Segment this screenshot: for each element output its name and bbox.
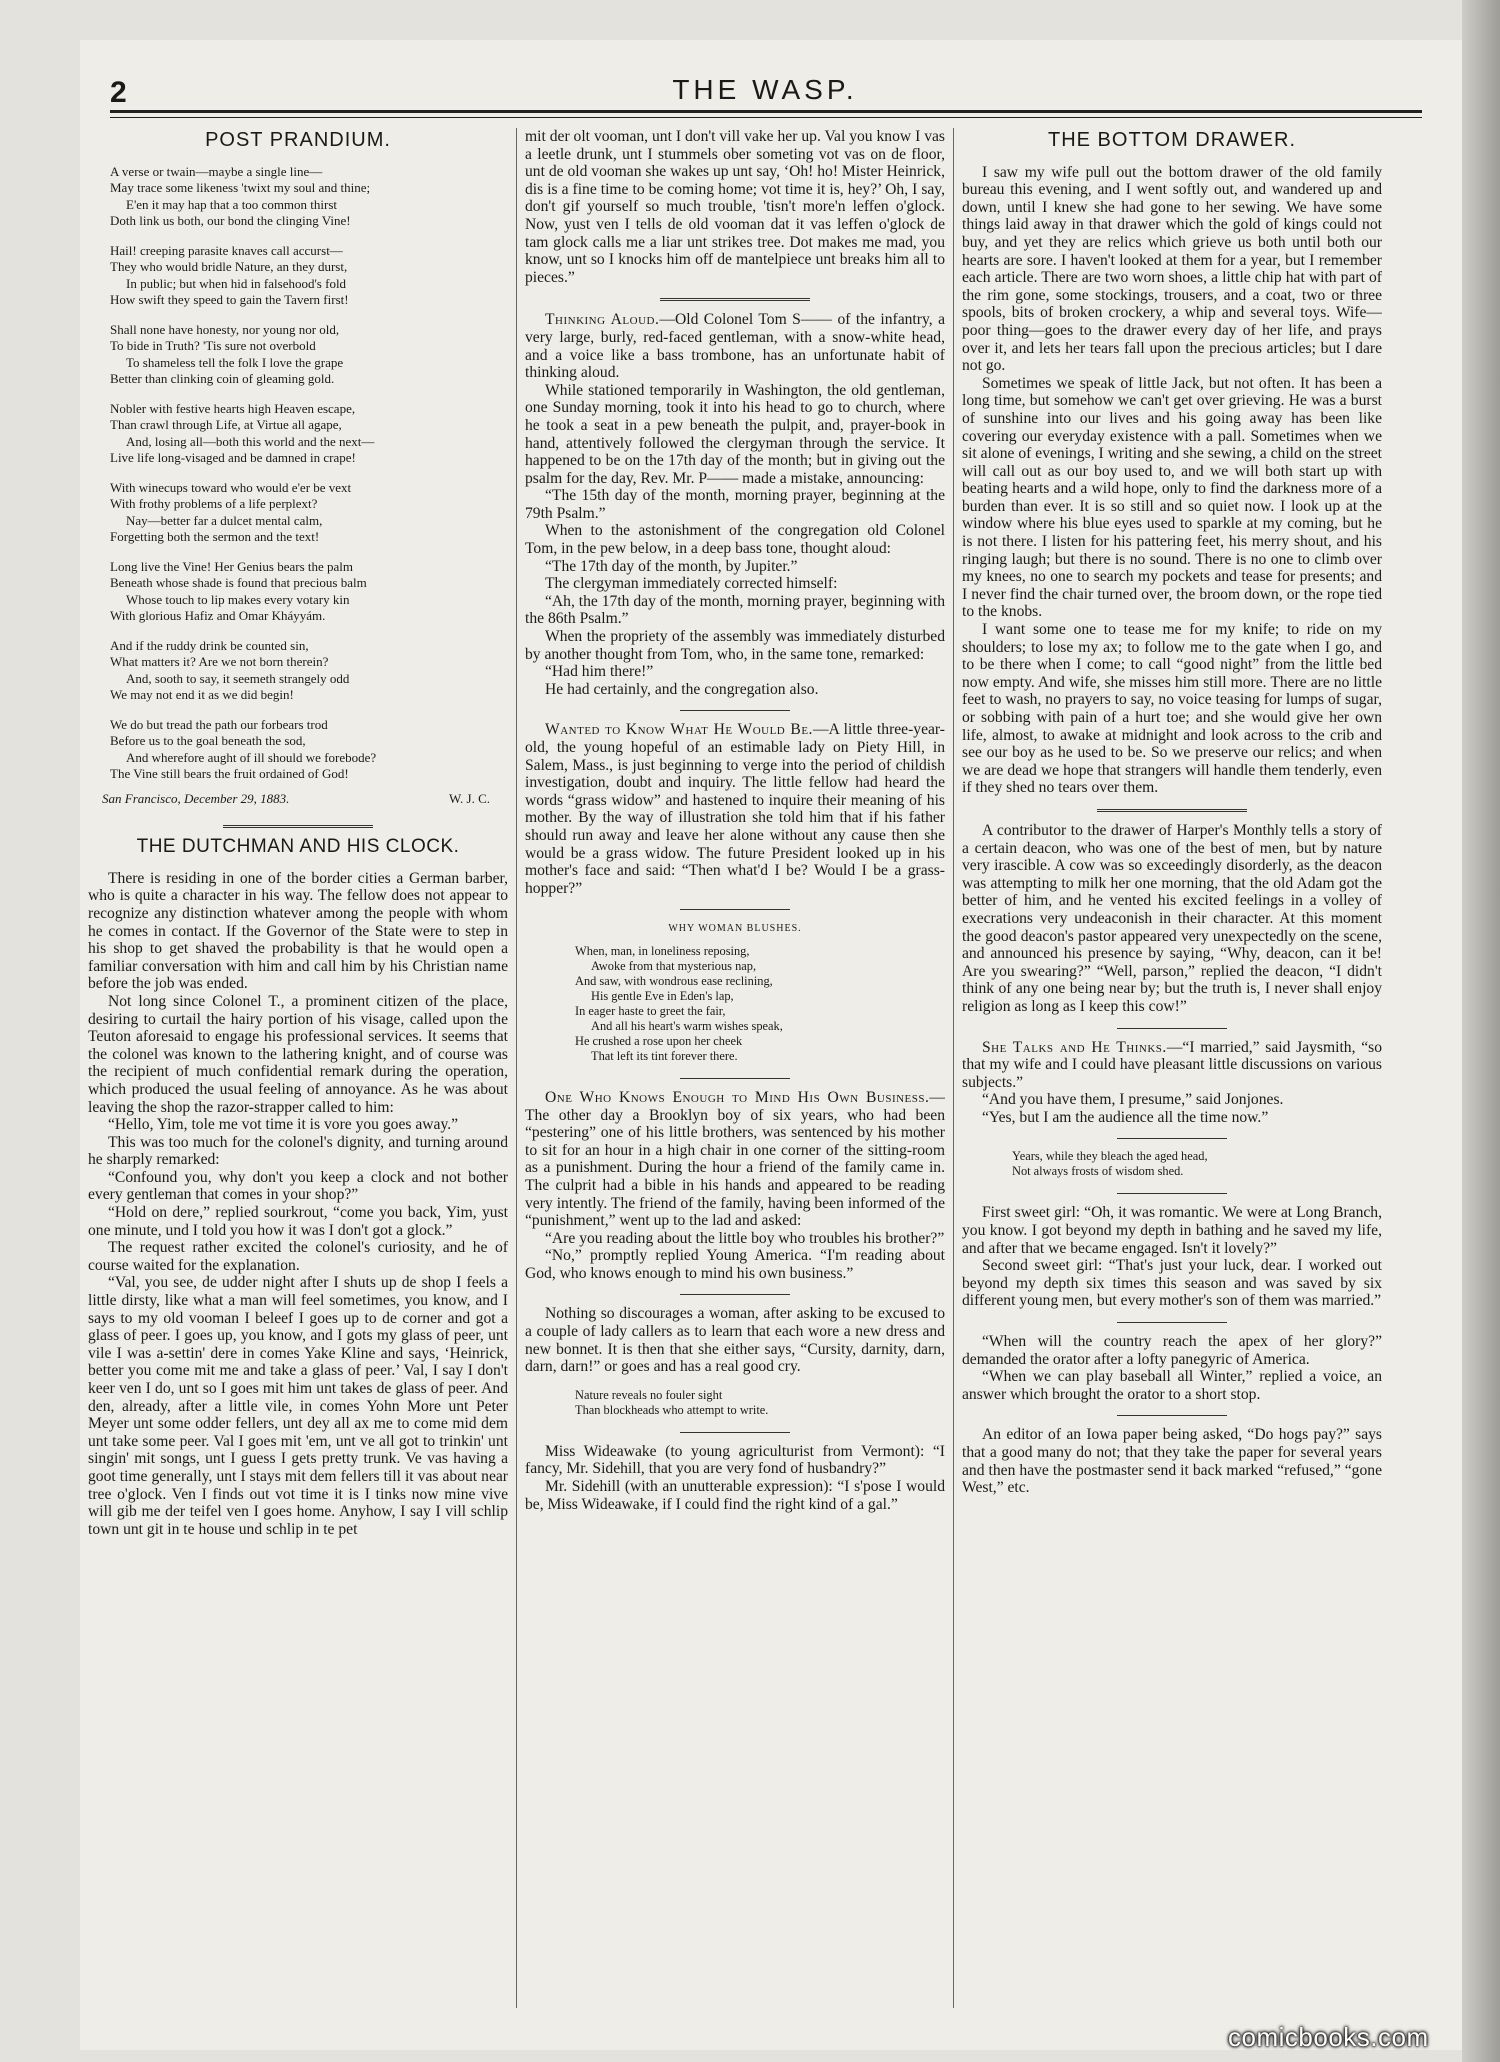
poem-line: Years, while they bleach the aged head,: [1012, 1149, 1208, 1164]
poem-line: The Vine still bears the fruit ordained of God!: [110, 766, 349, 782]
story-paragraph: Mr. Sidehill (with an unutterable expression): “I s'pose I would be, Miss Wideawake, if I could find the right kind of a gal.”: [525, 1478, 945, 1513]
blushes-poem: [575, 944, 945, 1064]
section-divider: [680, 1078, 790, 1079]
story-paragraph: “Hold on dere,” replied sourkrout, “come you back, Yim, yust one minute, und I told you how it was I don't got a glock.”: [88, 1204, 508, 1239]
post-prandium-poem: [110, 164, 508, 783]
story-paragraph: “The 15th day of the month, morning prayer, beginning at the 79th Psalm.”: [525, 487, 945, 522]
poem-signature: [102, 790, 490, 808]
section-divider: [1117, 1322, 1227, 1323]
poem-line: What matters it? Are we not born therein?: [110, 654, 329, 670]
story-paragraph: “Ah, the 17th day of the month, morning prayer, beginning with the 86th Psalm.”: [525, 592, 945, 628]
story-paragraph: “Are you reading about the little boy who troubles his brother?”: [545, 1229, 945, 1247]
thinking-text: —Old Colonel Tom S—— of the infantry, a very large, burly, red-faced gentleman, with a snow-white head, and a voice like a bass trombone, has an unfortunate habit of thinking aloud.: [525, 311, 945, 382]
thinking-aloud-story: [525, 311, 945, 698]
poem-line: With glorious Hafiz and Omar Kháyyám.: [110, 608, 326, 624]
poem-line: To shameless tell the folk I love the grape: [126, 354, 344, 370]
poem-author: W. J. C.: [448, 790, 490, 806]
story-paragraph: “When we can play baseball all Winter,” replied a voice, an answer which brought the orator to a short stop.: [962, 1368, 1382, 1403]
poem-line: His gentle Eve in Eden's lap,: [591, 988, 734, 1003]
wideawake-story: [525, 1443, 945, 1513]
poem-line: Shall none have honesty, nor young nor old,: [110, 321, 340, 337]
section-divider: [680, 909, 790, 910]
poem-line: In public; but when hid in falsehood's fold: [126, 275, 347, 291]
poem-line: E'en it may hap that a too common thirst: [126, 196, 338, 212]
poem-line: Better than clinking coin of gleaming gold.: [110, 371, 335, 387]
story-paragraph: “And you have them, I presume,” said Jonjones.: [982, 1091, 1284, 1109]
poem-line: When, man, in loneliness reposing,: [575, 943, 750, 958]
poem-line: Long live the Vine! Her Genius bears the palm: [110, 558, 354, 574]
one-who-text: —The other day a Brooklyn boy of six years, who had been “pestering” one of his little brothers, was sentenced by his mother to sit for an hour in a high chair in one corner of the sitting-room as a punishment. During the hour a friend of the family came in. The culprit had a bible in his hands and appeared to be reading very intently. The friend of the family, having been informed of the “punishment,” went up to the lad and asked:: [525, 1088, 945, 1230]
dutchman-continuation: mit der olt vooman, unt I don't vill vake her up. Val you know I vas a leetle drunk, unt I stummels ober someting vot vas on de floor, unt de old vooman she wakes up unt say, ‘Oh! ho! Mister Heinrick, dis is a fine time to be coming home; vot time it is, hey?’ Oh, I say, don't gif yourself so much trouble, 'tisn't more'n leffen o'glock. Now, yust ven I tells de old vooman dat it vas leffen o'glock de tam glock calls me a liar unt strikes tree. Dot makes me mad, you know, unt so I knocks him off de mantelpiece unt breaks him all to pieces.”: [525, 128, 945, 286]
section-divider: [1097, 809, 1247, 812]
poem-line: And, sooth to say, it seemeth strangely odd: [126, 670, 350, 686]
orator-story: [962, 1333, 1382, 1403]
poem-stanza: [110, 638, 508, 704]
section-divider: [1117, 1028, 1227, 1029]
section-divider: [1117, 1138, 1227, 1139]
poem-line: Not always frosts of wisdom shed.: [1012, 1164, 1184, 1179]
poem-line: And, losing all—both this world and the next—: [126, 433, 375, 449]
she-talks-lead: She Talks and He Thinks.: [982, 1038, 1167, 1056]
section-divider: [680, 710, 790, 711]
paper-title: THE WASP.: [672, 74, 858, 105]
dutchman-story: [88, 870, 508, 1539]
story-paragraph: “Confound you, why don't you keep a clock and not bother every gentleman that comes in your shop?”: [88, 1168, 508, 1204]
poem-line: He crushed a rose upon her cheek: [575, 1033, 743, 1048]
story-paragraph: While stationed temporarily in Washington, the old gentleman, one Sunday morning, took it into his head to go to church, where he took a seat in a pew beneath the pulpit, and, prayer-book in hand, attentively followed the clergyman through the service. It happened to be on the 17th day of the month; but in giving out the psalm for the day, Rev. Mr. P—— made a mistake, announcing:: [525, 381, 945, 487]
story-paragraph: “The 17th day of the month, by Jupiter.”: [545, 557, 798, 575]
deacon-story: A contributor to the drawer of Harper's Monthly tells a story of a certain deacon, who was one of the best of men, but by nature very irascible. A cow was so exceedingly disorderly, as the deacon was attempting to milk her one morning, that the old Adam got the better of him, and he vented his excited feelings in a volley of execrations very undeaconish in their character. At this moment the good deacon's pastor appeared very unexpectedly on the scene, and announced his presence by saying, “Why, deacon, can it be! Are you swearing?” “Well, parson,” replied the deacon, “I didn't think of any one being near by; but the truth is, I never shall enjoy religion as long as I keep this cow!”: [962, 821, 1382, 1015]
story-paragraph: This was too much for the colonel's dignity, and turning around he sharply remarked:: [88, 1133, 508, 1169]
poem-line: Nobler with festive hearts high Heaven escape,: [110, 400, 356, 416]
nature-couplet: [575, 1388, 945, 1418]
story-paragraph: When the propriety of the assembly was immediately disturbed by another thought from Tom, who, in the same tone, remarked:: [525, 628, 945, 663]
story-paragraph: Miss Wideawake (to young agriculturist from Vermont): “I fancy, Mr. Sidehill, that you are very fond of husbandry?”: [525, 1442, 945, 1478]
bottom-drawer-title: THE BOTTOM DRAWER.: [1048, 129, 1296, 151]
poem-line: Before us to the goal beneath the sod,: [110, 733, 306, 749]
iowa-editor-story: An editor of an Iowa paper being asked, “Do hogs pay?” says that a good many do not; that they take the paper for several years and then have the postmaster send it back marked “refused,” “gone West,” etc.: [962, 1426, 1382, 1497]
masthead: [110, 68, 1420, 128]
column-3: [962, 128, 1382, 2008]
poem-stanza: [110, 164, 508, 230]
poem-line: Whose touch to lip makes every votary kin: [126, 591, 350, 607]
story-paragraph: “No,” promptly replied Young America. “I'm reading about God, who knows enough to mind his own business.”: [525, 1247, 945, 1282]
poem-stanza: [110, 717, 508, 783]
poem-line: They who would bridle Nature, an they durst,: [110, 259, 348, 275]
poem-line: And saw, with wondrous ease reclining,: [575, 973, 773, 988]
story-paragraph: I want some one to tease me for my knife; to ride on my shoulders; to lose my ax; to follow me to the gate when I go, and to be there when I come; to call “good night” from the little bed now empty. And wife, she misses him still more. There are no little feet to wash, no prayers to say, no voice teasing for lumps of sugar, or sobbing with pain of a hurt toe; and she would give her own life, almost, to awake at midnight and look across to the crib and see our boy as he used to be. So we preserve our relics; and when we are dead we hope that strangers will handle them tenderly, even if they shed no tears over them.: [962, 621, 1382, 797]
poem-line: A verse or twain—maybe a single line—: [110, 163, 323, 179]
sweet-girls-story: [962, 1204, 1382, 1310]
poem-line: And if the ruddy drink be counted sin,: [110, 637, 309, 653]
poem-line: Live life long-visaged and be damned in crape!: [110, 450, 356, 466]
post-prandium-title: POST PRANDIUM.: [205, 129, 391, 151]
story-paragraph: First sweet girl: “Oh, it was romantic. We were at Long Branch, you know. I got beyond my depth in bathing and he saved my life, and after that we became engaged. Isn't it lovely?”: [962, 1204, 1382, 1257]
story-paragraph: He had certainly, and the congregation also.: [545, 680, 819, 698]
section-divider: [1117, 1193, 1227, 1194]
column-1: [88, 128, 508, 2008]
story-paragraph: “When will the country reach the apex of her glory?” demanded the orator after a lofty panegyric of America.: [962, 1333, 1382, 1368]
poem-line: That left its tint forever there.: [591, 1048, 738, 1063]
newspaper-page: [80, 40, 1480, 2050]
poem-line: Doth link us both, our bond the clinging Vine!: [110, 213, 351, 229]
poem-line: May trace some likeness 'twixt my soul and thine;: [110, 180, 371, 196]
story-paragraph: Not long since Colonel T., a prominent citizen of the place, desiring to curtail the hairy portion of his visage, called upon the Teuton aforesaid to engage his professional services. It seems that the colonel was known to the lathering knight, and of course was the recipient of much confidential remark during the operation, which produced the usual feeling of annoyance. As he was about leaving the shop the razor-strapper called to him:: [88, 992, 508, 1116]
story-paragraph: Sometimes we speak of little Jack, but not often. It has been a long time, but somehow we can't get over grieving. He was a burst of sunshine into our lives and his going away has been like covering our everyday existence with a pall. Sometimes when we sit alone of evenings, I writing and she sewing, a child on the street will call out as our boy used to, and we will both start up with beating hearts and a wild hope, only to find the darkness more of a burden than ever. It is so still and so quiet now. I look up at the window where his blue eyes used to sparkle at my coming, but he is not there. I listen for his pattering feet, his merry shout, and his ringing laugh; but there is no sound. There is no one to climb over my knees, no one to search my pockets and tease for presents; and I never find the chair turned over, the broom down, or the rope tied to the knobs.: [962, 374, 1382, 621]
wanted-text: —A little three-year-old, the young hopeful of an estimable lady on Piety Hill, in Salem, Mass., is just beginning to verge into the period of childish investigation, doubt and inquiry. The little fellow had heard the words “grass widow” and hastened to inquire their meaning of his mother. By the way of illustration she told him that if his father should run away and leave her alone without any cause then she would be a grass widow. The future President looked up in his mother's face and said: “Then what'd I be? Would I be a grass-hopper?”: [525, 721, 945, 897]
poem-line: How swift they speed to gain the Tavern first!: [110, 292, 349, 308]
she-talks-text: —“I married,” said Jaysmith, “so that my wife and I could have pleasant little discussions on various subjects.”: [962, 1038, 1382, 1091]
story-paragraph: The clergyman immediately corrected himself:: [545, 575, 838, 593]
poem-line: Than crawl through Life, at Virtue all agape,: [110, 417, 342, 433]
section-divider: [223, 825, 373, 828]
poem-line: Than blockheads who attempt to write.: [575, 1402, 769, 1417]
wanted-to-know-story: [525, 721, 945, 897]
poem-line: Nature reveals no fouler sight: [575, 1387, 723, 1402]
poem-stanza: [110, 480, 508, 546]
poem-line: We may not end it as we did begin!: [110, 687, 294, 703]
story-paragraph: The request rather excited the colonel's curiosity, and he of course waited for the explanation.: [88, 1239, 508, 1274]
thinking-aloud-lead: Thinking Aloud.: [545, 311, 660, 329]
poem-line: With frothy problems of a life perplext?: [110, 496, 318, 512]
story-paragraph: “Had him there!”: [545, 663, 654, 681]
section-divider: [660, 298, 810, 301]
poem-stanza: [110, 401, 508, 467]
years-couplet: [1012, 1149, 1382, 1179]
bottom-drawer-story: [962, 164, 1382, 797]
poem-line: Forgetting both the sermon and the text!: [110, 529, 320, 545]
poem-stanza: [110, 322, 508, 388]
column-divider: [516, 128, 517, 2008]
column-divider: [953, 128, 954, 2008]
poem-line: To bide in Truth? 'Tis sure not overbold: [110, 338, 316, 354]
one-who-knows-story: [525, 1089, 945, 1283]
story-paragraph: “Val, you see, de udder night after I shuts up de shop I feels a little dirsty, like what a man will feel sometimes, you know, and I says to my old vooman I beleef I goes up to de corner and got a glass of peer. I goes up, you know, and I gots my glass of peer, unt vile I was a-settin' dere in comes Yake Kline and says, ‘Heinrick, better you come mit me and take a glass of peer.’ Val, I say I don't keer ven I do, unt so I goes mit him unt takes de glass of peer. And den, already, after a little vile, in comes Yohn More unt Peter Meyer unt some odder fellers, unt dey all ax me to come mid dem unt take some peer. Val I goes mit 'em, unt ve all got to trinkin' unt singin' mit songs, unt I guess I gets pretty trunk. Ve vas having a goot time generally, unt I stays mit dem fellers till it vas about near tree o'glock. Ven I finds out vot time it is I tinks now mine vive will gib me der teifel ven I goes home. Anyhow, I say I vill schlip town unt git in te house und schlip in te pet: [88, 1274, 508, 1538]
section-divider: [680, 1432, 790, 1433]
poem-line: Hail! creeping parasite knaves call accurst—: [110, 242, 343, 258]
wanted-lead: Wanted to Know What He Would Be.: [545, 721, 813, 739]
page-edge-shadow: [1462, 0, 1500, 2062]
one-who-lead: One Who Knows Enough to Mind His Own Business.: [545, 1088, 930, 1106]
poem-line: And wherefore aught of ill should we forebode?: [126, 749, 377, 765]
poem-line: Awoke from that mysterious nap,: [591, 958, 757, 973]
poem-line: And all his heart's warm wishes speak,: [591, 1018, 783, 1033]
she-talks-story: [962, 1039, 1382, 1127]
poem-stanza: [110, 559, 508, 625]
story-paragraph: “Yes, but I am the audience all the time now.”: [982, 1108, 1269, 1126]
poem-line: Nay—better far a dulcet mental calm,: [126, 512, 323, 528]
poem-stanza: [110, 243, 508, 309]
story-paragraph: Second sweet girl: “That's just your luck, dear. I worked out beyond my depth six times this season and was saved by six different young men, but every mother's son of them was married.”: [962, 1257, 1382, 1310]
page-number: 2: [110, 76, 127, 109]
poem-place-date: San Francisco, December 29, 1883.: [102, 790, 290, 806]
poem-line: In eager haste to greet the fair,: [575, 1003, 726, 1018]
story-paragraph: When to the astonishment of the congregation old Colonel Tom, in the pew below, in a deep bass tone, thought aloud:: [525, 522, 945, 558]
column-2: [525, 128, 945, 2008]
story-paragraph: I saw my wife pull out the bottom drawer of the old family bureau this evening, and I went softly out, and wandered up and down, until I knew she had gone to her sewing. We have some things laid away in that drawer which the gold of kings could not buy, and yet they are relics which grieve us both until both our hearts are sore. I haven't looked at them for a year, but I remember each article. There are two worn shoes, a little chip hat with part of the rim gone, some stockings, trousers, and a coat, two or three spools, bits of broken crockery, a whip and several toys. Wife—poor thing—goes to the drawer every day of her life, and prays over it, and lets her tears fall upon the precious articles; but I dare not go.: [962, 163, 1382, 375]
poem-line: We do but tread the path our forbears trod: [110, 716, 328, 732]
blushes-title: WHY WOMAN BLUSHES.: [668, 923, 802, 935]
dutchman-title: THE DUTCHMAN AND HIS CLOCK.: [136, 836, 460, 858]
story-paragraph: “Hello, Yim, tole me vot time it is vore you goes away.”: [108, 1116, 459, 1134]
poem-line: Beneath whose shade is found that precious balm: [110, 575, 367, 591]
watermark-text: comicbooks.com: [1228, 2022, 1429, 2052]
nothing-discourages-text: Nothing so discourages a woman, after asking to be excused to a couple of lady callers as to learn that each wore a new dress and new bonnet. It is then that she either says, “Cursity, darnity, darn, darn, darn!” or goes and has a real good cry.: [525, 1305, 945, 1376]
poem-line: With winecups toward who would e'er be vext: [110, 479, 352, 495]
story-paragraph: There is residing in one of the border cities a German barber, who is quite a character in his way. The fellow does not appear to recognize any distinction whatever among the people with whom he comes in contact. If the Governor of the State were to step in his shop to get shaved the probability is that he would open a familiar conversation with him and call him by his Christian name before the job was ended.: [88, 869, 508, 993]
masthead-rule: [110, 110, 1422, 118]
section-divider: [1117, 1415, 1227, 1416]
section-divider: [680, 1294, 790, 1295]
